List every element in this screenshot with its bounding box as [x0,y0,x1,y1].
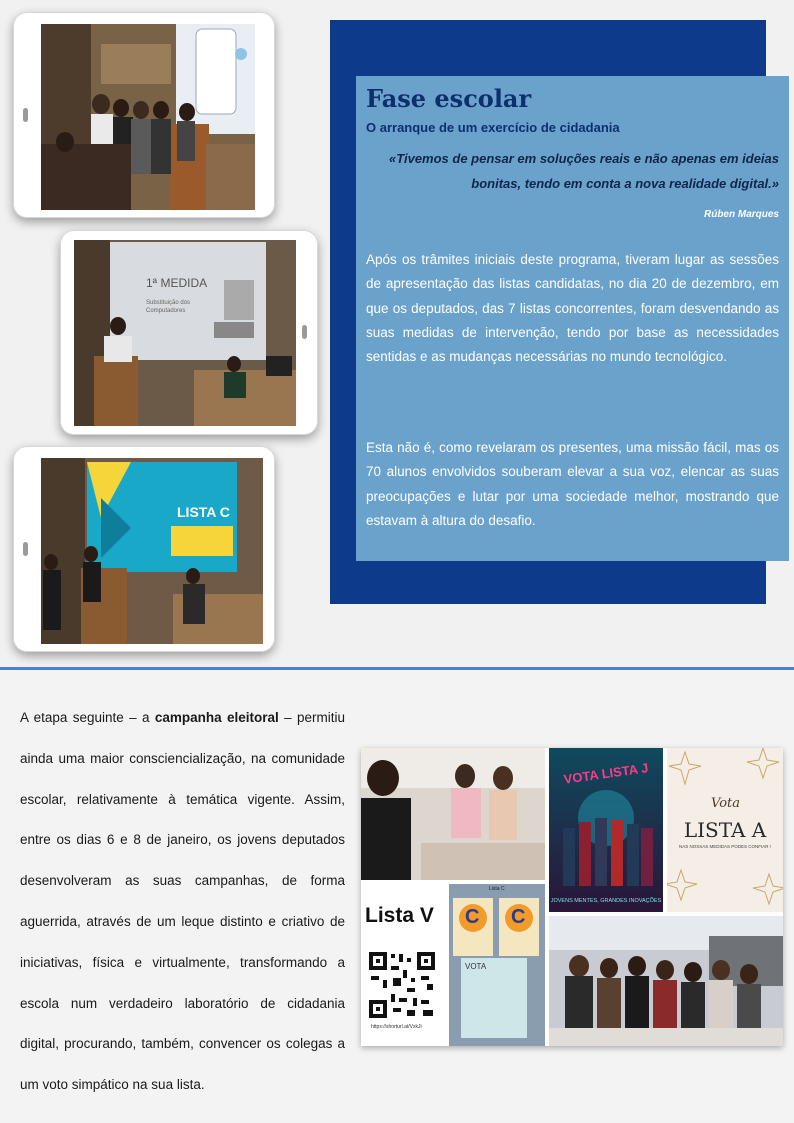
poster-lista-j-title: VOTA LISTA J [562,760,650,787]
presentation-photo-1-image [41,24,255,210]
presentation-photo-3 [41,458,263,644]
board-lista-c-image [449,884,545,1046]
campaign-text-bold: campanha eleitoral [154,710,279,725]
article-card [356,76,789,561]
presentation-photo-3-image [41,458,263,644]
slide-text-2: Computadores [146,308,186,314]
board-c-left: C [465,906,480,928]
board-lista: Lista C [489,886,505,892]
tablet-camera [23,542,28,556]
slide-title: 1ª MEDIDA [146,276,208,290]
group-photo-image [549,916,783,1046]
slide-text-1: Substituição dos [146,300,191,306]
collage-poster-lista-a [667,748,783,912]
quote-author: Rúben Marques [703,209,779,220]
photo-frame-1 [13,12,275,218]
tablet-camera [23,108,28,122]
presentation-photo-2-image [74,240,296,426]
presentation-photo-2 [74,240,296,426]
collage-group-photo [549,916,783,1046]
lista-v-text: Lista V [365,904,434,927]
article-quote: «Tivemos de pensar em soluções reais e não apenas em ideias bonitas, tendo em conta a nova realidade digital.» [389,151,779,191]
photo-frame-3 [13,446,275,652]
board-c-right: C [511,906,526,928]
campaign-collage [361,748,783,1046]
collage-photo-students [361,748,545,880]
poster-lista-j-tagline: JOVENS MENTES, GRANDES INOVAÇÕES [550,898,662,904]
qr-url: https://shorturl.at/VxkJi [371,1024,422,1030]
campaign-text-start: A etapa seguinte – a [20,710,155,725]
article-title: Fase escolar [366,84,532,113]
poster-lista-a-title: LISTA A [683,818,767,842]
article-paragraph-2: Esta não é, como revelaram os presentes, uma missão fácil, mas os 70 alunos envolvidos souberam elevar a sua voz, elencar as suas preocupações e lutar por uma sociedade melhor, mostrando que estavam à altura do desafio. [366,440,779,528]
collage-photo-students-image [361,748,545,880]
qr-code-icon [367,950,437,1020]
presentation-photo-1 [41,24,255,210]
photo-frame-2 [60,230,318,435]
campaign-text-end: – permitiu ainda uma maior consciencialização, na comunidade escolar, relativamente à temática vigente. Assim, entre os dias 6 e 8 de janeiro, os jovens deputados desenvolveram as suas campanhas, de forma aguerrida, através de um leque distinto e criativo de iniciativas, física e virtualmente, transformando a escola num verdadeiro laboratório de cidadania digital, procurando, também, convencer os colegas a um voto simpático na sua lista. [20,710,345,1093]
tablet-camera [302,325,307,339]
collage-poster-lista-j [549,748,663,912]
board-vota: VOTA [465,962,487,971]
poster-lista-a-tagline: NAS NOSSAS MEDIDAS PODES CONFIAR ! [678,844,772,849]
campaign-paragraph [20,698,345,1106]
slide-title-lista-c: LISTA C [177,504,230,520]
poster-lista-a-vota: Vota [711,796,740,811]
collage-board-lista-c [449,884,545,1046]
collage-lista-v [361,884,445,1046]
article-paragraph-1: Após os trâmites iniciais deste programa, tiveram lugar as sessões de apresentação das listas candidatas, no dia 20 de dezembro, em que os deputados, das 7 listas concorrentes, foram desvendando as suas medidas de intervenção, tendo por base as necessidades sentidas e as mudanças necessárias no mundo tecnológico. [366,252,779,365]
lista-v-title [365,904,434,928]
article-subtitle: O arranque de um exercício de cidadania [366,120,620,135]
